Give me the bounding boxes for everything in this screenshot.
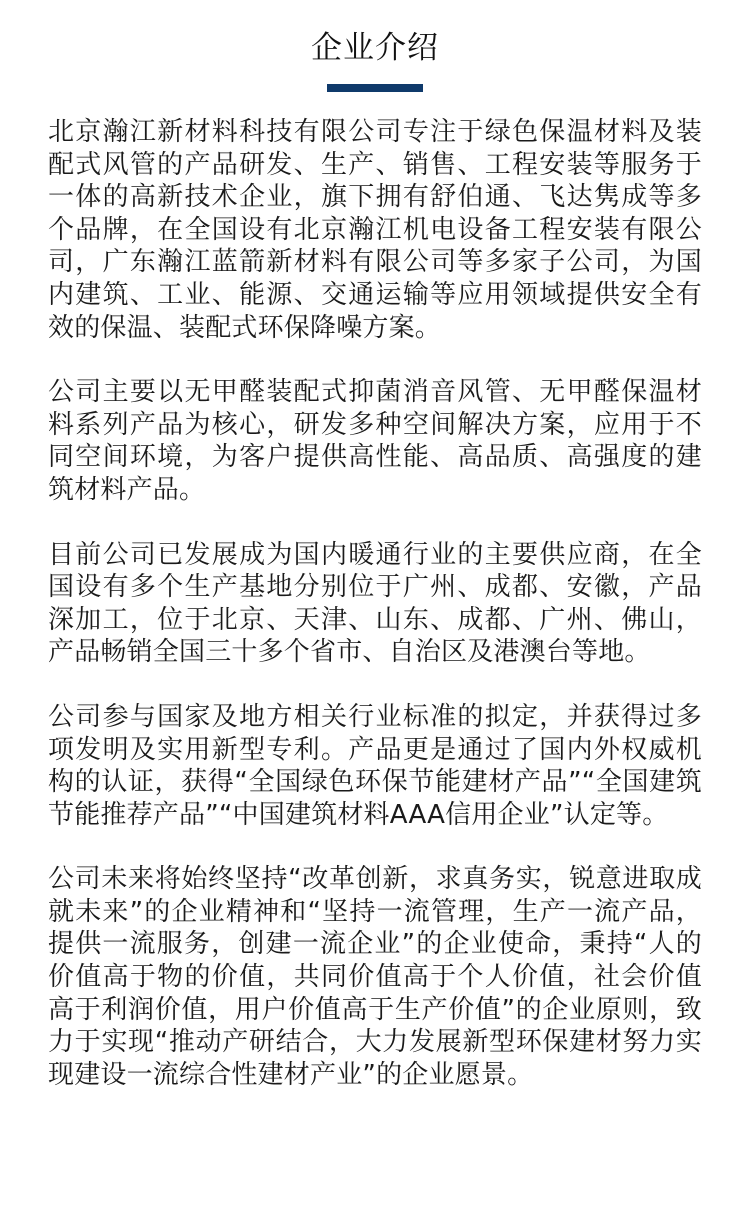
page-title: 企业介绍 — [311, 30, 439, 66]
intro-paragraph-certifications: 公司参与国家及地方相关行业标准的拟定，并获得过多项发明及实用新型专利。产品更是通过了国内外权威机构的认证，获得“全国绿色环保节能建材产品”“全国建筑节能推荐产品”“中国建筑材料AAA信用企业”认定等。 — [48, 701, 702, 830]
title-underline — [327, 84, 423, 92]
page-header — [48, 0, 702, 102]
intro-paragraph-overview: 北京瀚江新材料科技有限公司专注于绿色保温材料及装配式风管的产品研发、生产、销售、工程安装等服务于一体的高新技术企业，旗下拥有舒伯通、飞达隽成等多个品牌，在全国设有北京瀚江机电设备工程安装有限公司，广东瀚江蓝箭新材料有限公司等多家子公司，为国内建筑、工业、能源、交通运输等应用领域提供安全有效的保温、装配式环保降噪方案。 — [48, 117, 702, 343]
intro-content — [48, 102, 702, 1091]
intro-paragraph-products: 公司主要以无甲醛装配式抑菌消音风管、无甲醛保温材料系列产品为核心，研发多种空间解决方案，应用于不同空间环境，为客户提供高性能、高品质、高强度的建筑材料产品。 — [48, 377, 702, 505]
intro-paragraph-vision: 公司未来将始终坚持“改革创新，求真务实，锐意进取成就未来”的企业精神和“坚持一流管理，生产一流产品，提供一流服务，创建一流企业”的企业使命，秉持“人的价值高于物的价值，共同价值高于个人价值，社会价值高于利润价值，用户价值高于生产价值”的企业原则，致力于实现“推动产研结合，大力发展新型环保建材努力实现建设一流综合性建材产业”的企业愿景。 — [48, 864, 702, 1090]
intro-paragraph-bases: 目前公司已发展成为国内暖通行业的主要供应商，在全国设有多个生产基地分别位于广州、成都、安徽，产品深加工，位于北京、天津、山东、成都、广州、佛山，产品畅销全国三十多个省市、自治区及港澳台等地。 — [48, 539, 702, 668]
